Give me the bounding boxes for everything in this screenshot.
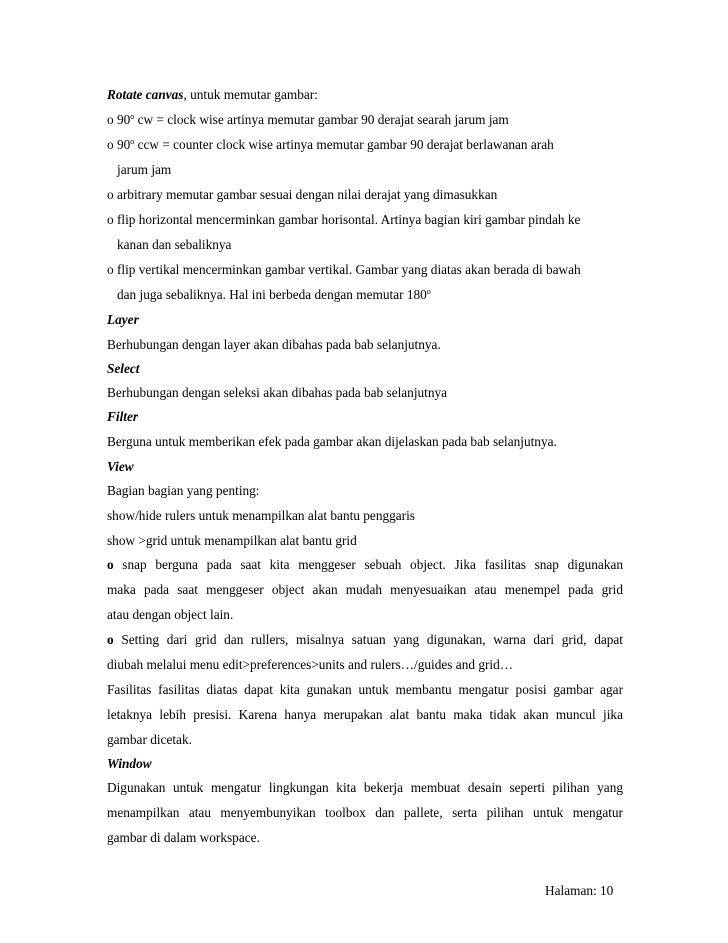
filter-heading: Filter	[107, 409, 139, 424]
view-grid-line: show >grid untuk menampilkan alat bantu grid	[107, 533, 357, 548]
view-fasilitas-line-1: Fasilitas fasilitas diatas dapat kita gunakan untuk membantu mengatur posisi gambar agar	[107, 682, 623, 697]
text-run: cw = clock wise artinya memutar gambar 90 derajat searah jarum jam	[134, 112, 509, 127]
bullet: o	[107, 632, 114, 647]
view-setting-line-2: diubah melalui menu edit>preferences>units and rulers…/guides and grid…	[107, 657, 514, 672]
view-setting-line-1	[107, 632, 623, 648]
text-run: snap berguna pada saat kita menggeser sebuah object. Jika fasilitas snap digunakan	[113, 557, 623, 572]
degree-superscript: o	[130, 137, 135, 146]
select-heading: Select	[107, 361, 140, 376]
select-text: Berhubungan dengan seleksi akan dibahas pada bab selanjutnya	[107, 385, 448, 400]
view-fasilitas-line-3: gambar dicetak.	[107, 732, 192, 747]
window-line-1: Digunakan untuk mengatur lingkungan kita bekerja membuat desain seperti pilihan yang	[107, 780, 623, 795]
view-snap-line-1	[107, 557, 623, 573]
window-line-2: menampilkan atau menyembunyikan toolbox dan pallete, serta pilihan untuk mengatur	[107, 805, 623, 820]
view-fasilitas-line-2: letaknya lebih presisi. Karena hanya merupakan alat bantu maka tidak akan muncul jika	[107, 707, 623, 722]
rotate-item-flip-horizontal: o flip horizontal mencerminkan gambar horisontal. Artinya bagian kiri gambar pindah ke	[107, 212, 581, 227]
view-heading: View	[107, 459, 134, 474]
rotate-intro	[107, 87, 318, 103]
degree-superscript: o	[130, 112, 135, 121]
rotate-item-flip-vertical-continuation	[117, 287, 431, 303]
rotate-item-90-ccw	[107, 137, 554, 153]
rotate-item-flip-vertical: o flip vertikal mencerminkan gambar vertikal. Gambar yang diatas akan berada di bawah	[107, 262, 581, 277]
text-run: o 90	[107, 137, 131, 152]
layer-heading: Layer	[107, 312, 139, 327]
rotate-item-90-ccw-continuation: jarum jam	[117, 162, 172, 177]
layer-text: Berhubungan dengan layer akan dibahas pada bab selanjutnya.	[107, 337, 441, 352]
filter-text: Berguna untuk memberikan efek pada gambar akan dijelaskan pada bab selanjutnya.	[107, 434, 557, 449]
text-run: ccw = counter clock wise artinya memutar gambar 90 derajat berlawanan arah	[134, 137, 554, 152]
page-number-footer: Halaman: 10	[545, 883, 614, 898]
view-snap-line-2: maka pada saat menggeser object akan mudah menyesuaikan atau menempel pada grid	[107, 582, 623, 597]
rotate-item-90-cw	[107, 112, 509, 128]
view-rulers-line: show/hide rulers untuk menampilkan alat bantu penggaris	[107, 508, 415, 523]
rotate-canvas-heading: Rotate canvas	[107, 87, 184, 102]
bullet: o	[107, 557, 114, 572]
rotate-item-arbitrary: o arbitrary memutar gambar sesuai dengan nilai derajat yang dimasukkan	[107, 187, 498, 202]
degree-superscript: o	[426, 287, 431, 296]
text-run: Setting dari grid dan rullers, misalnya satuan yang digunakan, warna dari grid, dapat	[113, 632, 623, 647]
window-line-3: gambar di dalam workspace.	[107, 830, 260, 845]
text-run: o 90	[107, 112, 131, 127]
text-run: dan juga sebaliknya. Hal ini berbeda dengan memutar 180	[117, 287, 427, 302]
window-heading: Window	[107, 756, 152, 771]
rotate-item-flip-horizontal-continuation: kanan dan sebaliknya	[117, 237, 232, 252]
view-intro: Bagian bagian yang penting:	[107, 483, 260, 498]
view-snap-line-3: atau dengan object lain.	[107, 607, 234, 622]
rotate-intro-text: , untuk memutar gambar:	[183, 87, 318, 102]
